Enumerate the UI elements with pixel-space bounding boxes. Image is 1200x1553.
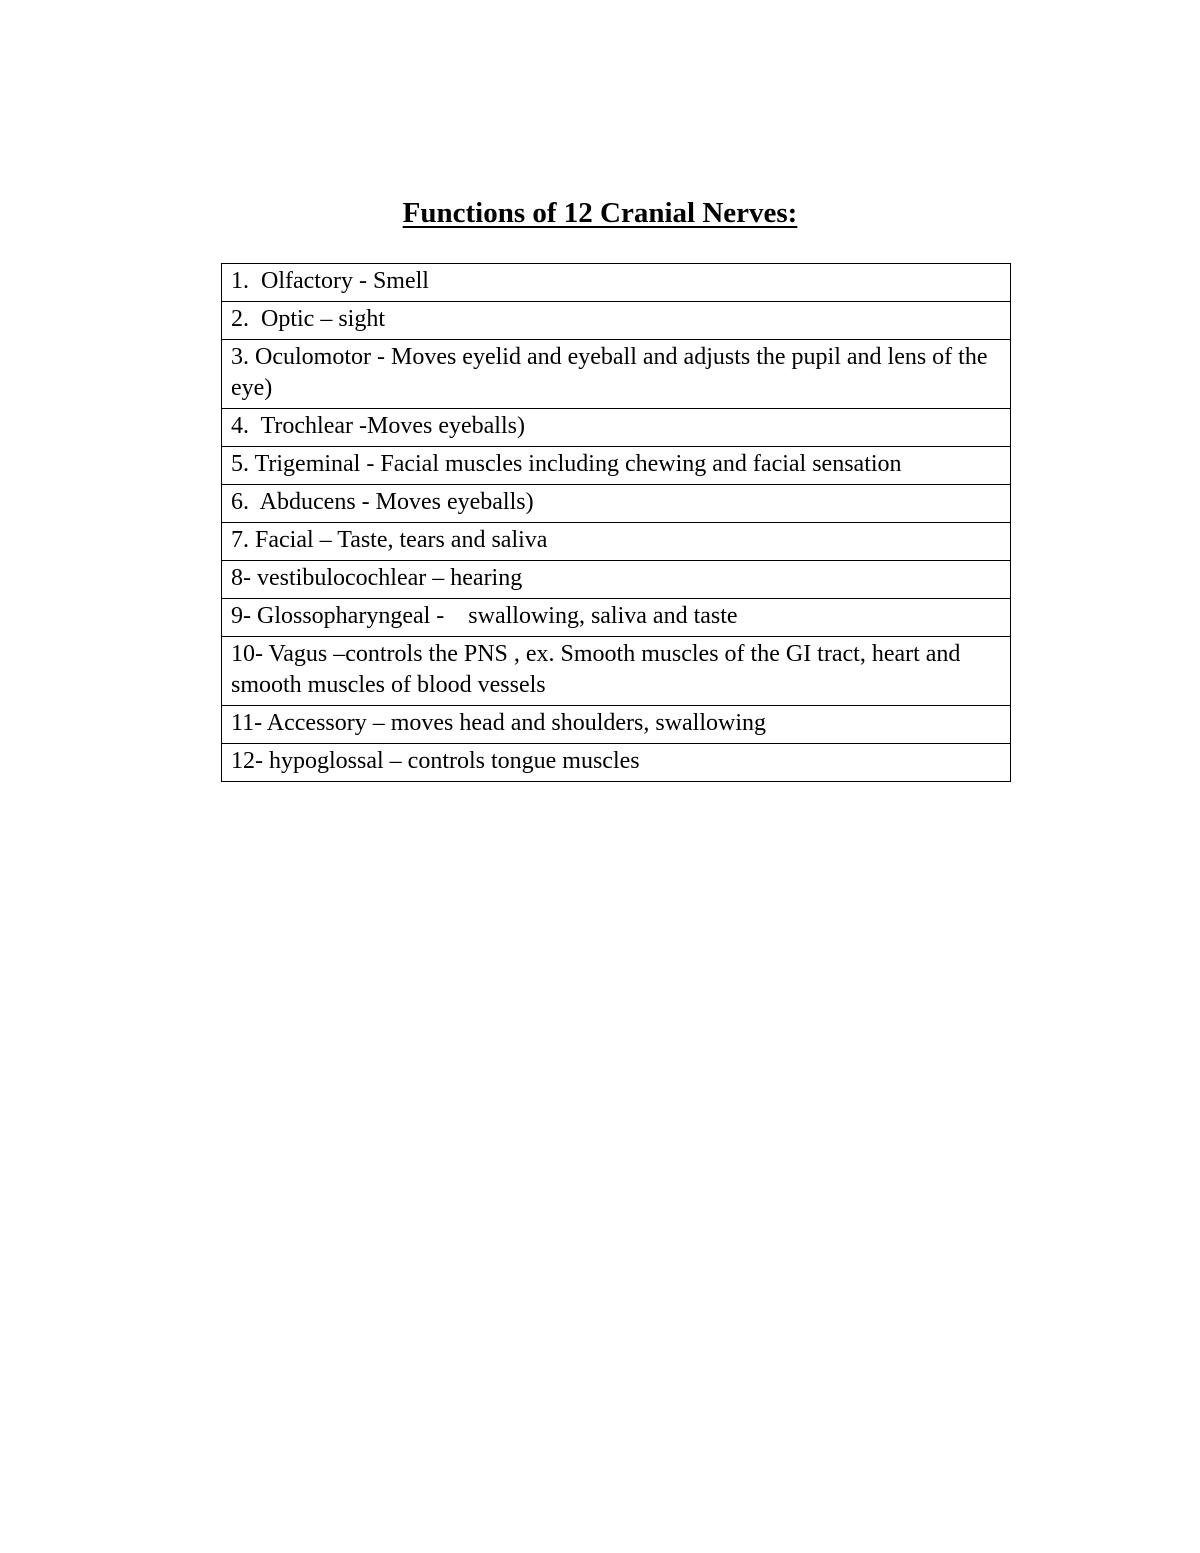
table-row (222, 264, 1011, 302)
table-row (222, 340, 1011, 409)
nerve-cell: 9- Glossopharyngeal - swallowing, saliva and taste (222, 599, 1011, 637)
table-row (222, 561, 1011, 599)
nerve-cell: 1. Olfactory - Smell (222, 264, 1011, 302)
nerve-cell: 11- Accessory – moves head and shoulders, swallowing (222, 706, 1011, 744)
table-row (222, 302, 1011, 340)
nerve-cell: 2. Optic – sight (222, 302, 1011, 340)
table-row (222, 447, 1011, 485)
table-row (222, 409, 1011, 447)
nerve-cell: 6. Abducens - Moves eyeballs) (222, 485, 1011, 523)
nerve-cell: 5. Trigeminal - Facial muscles including chewing and facial sensation (222, 447, 1011, 485)
nerve-cell: 10- Vagus –controls the PNS , ex. Smooth muscles of the GI tract, heart and smooth muscles of blood vessels (222, 637, 1011, 706)
table-row (222, 523, 1011, 561)
page-title: Functions of 12 Cranial Nerves: (402, 197, 798, 229)
nerve-cell: 12- hypoglossal – controls tongue muscles (222, 744, 1011, 782)
table-row (222, 485, 1011, 523)
nerve-cell: 7. Facial – Taste, tears and saliva (222, 523, 1011, 561)
table-row (222, 744, 1011, 782)
cranial-nerves-table (221, 263, 1011, 782)
nerve-cell: 4. Trochlear -Moves eyeballs) (222, 409, 1011, 447)
table-row (222, 706, 1011, 744)
nerve-cell: 8- vestibulocochlear – hearing (222, 561, 1011, 599)
table-row (222, 637, 1011, 706)
nerve-cell: 3. Oculomotor - Moves eyelid and eyeball and adjusts the pupil and lens of the eye) (222, 340, 1011, 409)
table-row (222, 599, 1011, 637)
